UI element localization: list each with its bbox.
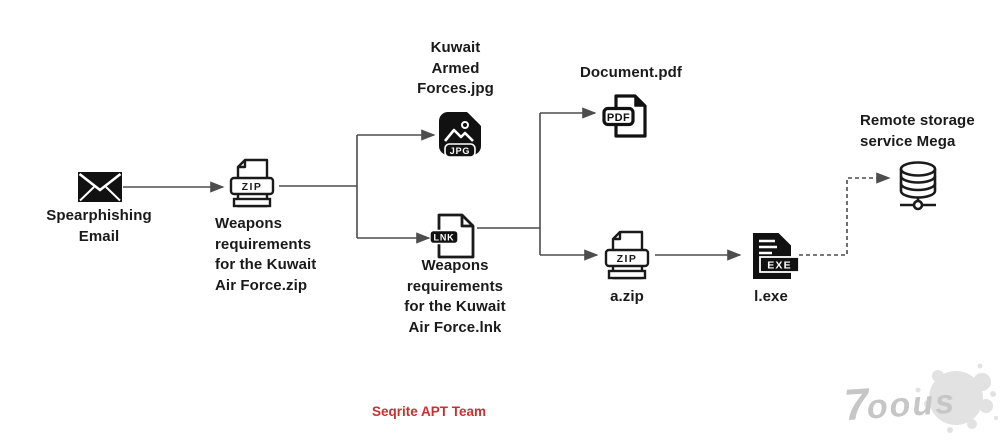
node-label: for the Kuwait (404, 298, 506, 315)
edge-lexe-mega (799, 178, 889, 255)
exe-file-icon (747, 231, 799, 281)
watermark-text (842, 371, 995, 431)
node-label: Air Force.zip (215, 276, 308, 294)
jpg-badge-text: JPG (449, 146, 471, 156)
lnk-badge-text: LNK (433, 232, 455, 243)
node-label: Armed (431, 59, 480, 77)
node-label: Spearphishing (46, 207, 152, 224)
lnk-file-icon (430, 212, 476, 260)
node-label: Forces.jpg (417, 80, 494, 97)
node-label: Remote storage (860, 112, 975, 129)
node-label: requirements (215, 235, 312, 253)
node-label: service Mega (860, 132, 956, 150)
node-label: Air Force.lnk (408, 318, 502, 336)
node-label: Email (78, 227, 120, 245)
node-label: for the Kuwait (215, 256, 317, 273)
database-icon (895, 160, 941, 214)
credit-text: Seqrite APT Team (371, 404, 487, 419)
edge-lnk-branch (477, 113, 540, 255)
node-label: Weapons (421, 257, 489, 274)
exe-badge-text: EXE (767, 259, 792, 272)
node-label: l.exe (754, 288, 788, 305)
watermark-part2: oous (865, 382, 958, 427)
zip-file-icon (601, 229, 653, 285)
pdf-badge-text: PDF (606, 112, 631, 124)
zip-badge-text: ZIP (616, 253, 638, 265)
envelope-icon (77, 171, 123, 203)
zip-file-icon (226, 157, 278, 213)
watermark-part1: 7 (842, 379, 869, 431)
pdf-file-icon (601, 93, 651, 139)
watermark-logo (836, 362, 1000, 440)
node-label: Weapons (215, 215, 283, 232)
zip-badge-text: ZIP (241, 181, 263, 193)
jpg-file-icon (438, 111, 482, 159)
node-label: requirements (406, 277, 504, 295)
node-label: Document.pdf (579, 64, 683, 81)
node-label: Kuwait (430, 39, 481, 56)
node-label: a.zip (610, 288, 644, 305)
